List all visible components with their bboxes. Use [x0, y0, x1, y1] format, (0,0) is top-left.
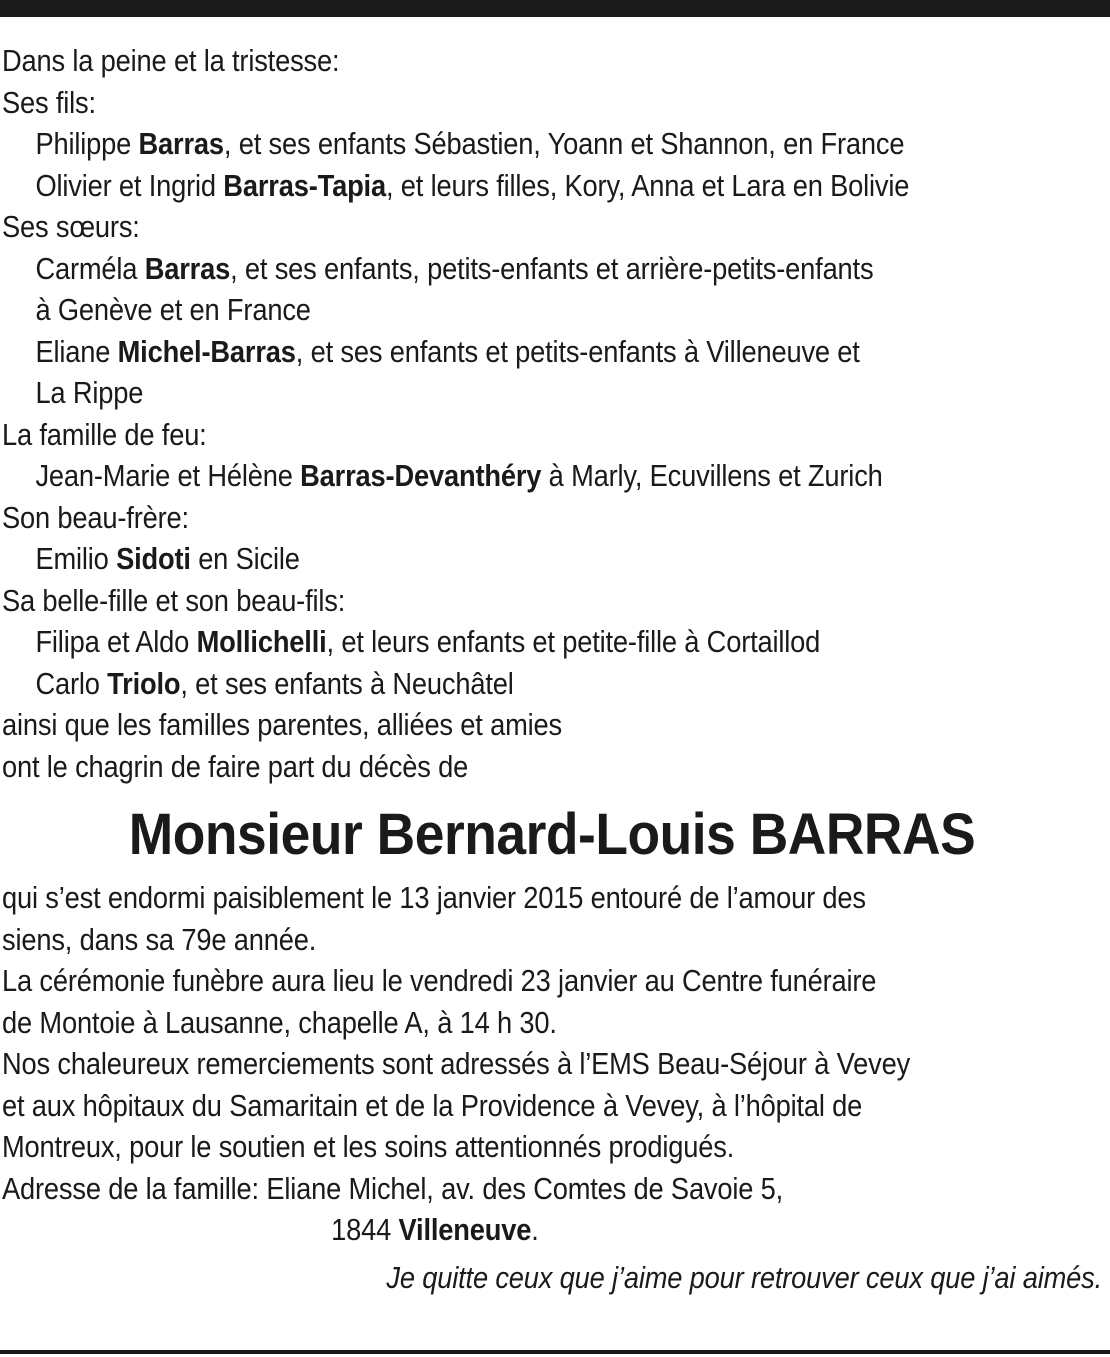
closing-line-1: ainsi que les familles parentes, alliées et amies: [2, 707, 562, 742]
intro-line: Dans la peine et la tristesse:: [2, 43, 340, 78]
step-child-entry-carlo: Carlo Triolo, et ses enfants à Neuchâtel: [35, 665, 514, 701]
sister-entry-eliane-cont: La Rippe: [35, 375, 144, 410]
sons-heading: Ses fils:: [2, 84, 96, 120]
son-entry-philippe: Philippe Barras, et ses enfants Sébastien, Yoann et Shannon, en France: [35, 126, 905, 161]
ceremony-line-1: La cérémonie funèbre aura lieu le vendredi 23 janvier au Centre funéraire: [2, 963, 877, 998]
closing-quote: Je quitte ceux que j’aime pour retrouver ceux que j’ai aimés.: [386, 1259, 1102, 1295]
address-line-1: Adresse de la famille: Eliane Michel, av. des Comtes de Savoie 5,: [2, 1170, 784, 1206]
obituary-notice: [2, 40, 1102, 1298]
top-rule: [0, 0, 1110, 17]
closing-line-2: ont le chagrin de faire part du décès de: [2, 748, 469, 784]
late-family-heading: La famille de feu:: [2, 416, 207, 452]
death-line-2: siens, dans sa 79e année.: [2, 921, 317, 957]
thanks-line-3: Montreux, pour le soutien et les soins attentionnés prodigués.: [2, 1129, 735, 1164]
bottom-rule: [0, 1350, 1110, 1354]
deceased-name: Monsieur Bernard-Louis BARRAS: [128, 802, 976, 867]
son-entry-olivier: Olivier et Ingrid Barras-Tapia, et leurs filles, Kory, Anna et Lara en Bolivie: [35, 167, 910, 203]
thanks-line-1: Nos chaleureux remerciements sont adressés à l’EMS Beau-Séjour à Vevey: [2, 1046, 911, 1081]
death-line-1: qui s’est endormi paisiblement le 13 janvier 2015 entouré de l’amour des: [2, 880, 866, 915]
sister-entry-eliane: Eliane Michel-Barras, et ses enfants et petits-enfants à Villeneuve et: [35, 333, 860, 369]
ceremony-line-2: de Montoie à Lausanne, chapelle A, à 14 h 30.: [2, 1004, 557, 1040]
brother-in-law-entry: Emilio Sidoti en Sicile: [35, 541, 300, 576]
sister-entry-carmela-cont: à Genève et en France: [35, 292, 311, 327]
sister-entry-carmela: Carméla Barras, et ses enfants, petits-enfants et arrière-petits-enfants: [35, 250, 874, 286]
step-children-heading: Sa belle-fille et son beau-fils:: [2, 582, 346, 618]
step-child-entry-filipa: Filipa et Aldo Mollichelli, et leurs enfants et petite-fille à Cortaillod: [35, 624, 821, 659]
brother-in-law-heading: Son beau-frère:: [2, 499, 189, 535]
thanks-line-2: et aux hôpitaux du Samaritain et de la Providence à Vevey, à l’hôpital de: [2, 1087, 863, 1123]
late-family-entry: Jean-Marie et Hélène Barras-Devanthéry à Marly, Ecuvillens et Zurich: [35, 458, 883, 493]
sisters-heading: Ses sœurs:: [2, 209, 140, 244]
address-line-2: 1844 Villeneuve.: [331, 1212, 539, 1247]
